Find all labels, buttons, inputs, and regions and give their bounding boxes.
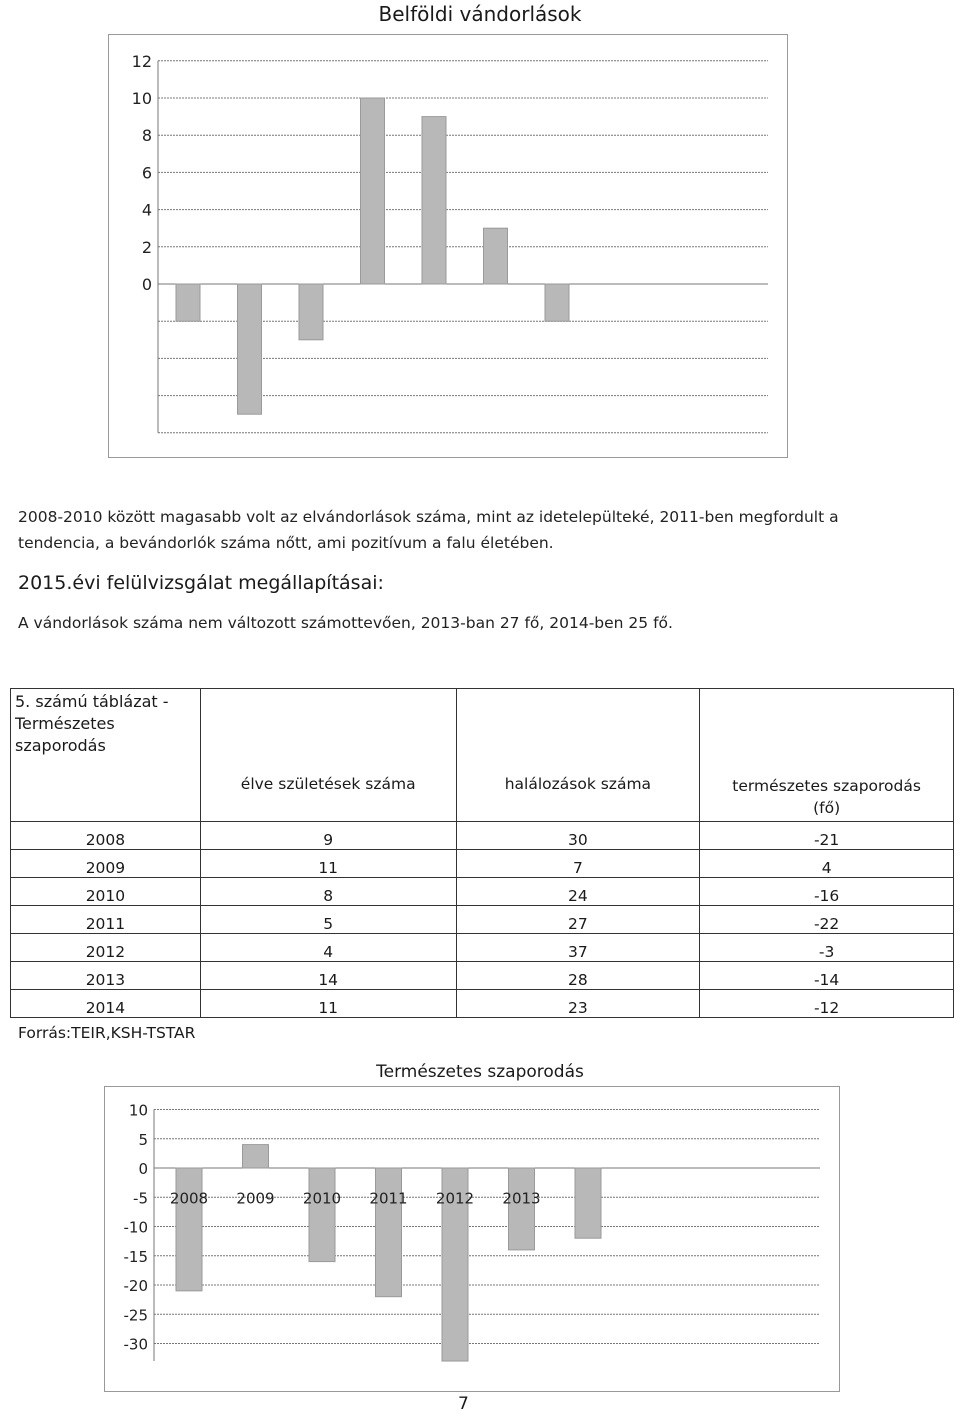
cell-births: 5	[200, 906, 456, 934]
cell-natural: 4	[700, 850, 954, 878]
chart2-bar	[575, 1168, 601, 1238]
cell-year: 2011	[11, 906, 201, 934]
chart2-tick-label: 0	[138, 1160, 148, 1178]
cell-year: 2012	[11, 934, 201, 962]
cell-births: 8	[200, 878, 456, 906]
cell-natural: -21	[700, 822, 954, 850]
header-births-label: élve születések száma	[240, 775, 416, 793]
natural-increase-table	[10, 688, 954, 1018]
table-caption-line-2: Természetes	[15, 714, 115, 733]
chart2-tick-label: -20	[123, 1277, 148, 1295]
cell-births: 4	[200, 934, 456, 962]
table-header-row	[11, 689, 954, 822]
table-row	[11, 878, 954, 906]
chart2-bar	[243, 1145, 269, 1168]
chart2-tick-label: 10	[128, 1101, 148, 1120]
chart2-title: Természetes szaporodás	[376, 1062, 584, 1082]
cell-natural: -14	[700, 962, 954, 990]
cell-deaths: 7	[456, 850, 700, 878]
chart2-bar	[376, 1168, 402, 1297]
cell-deaths: 23	[456, 990, 700, 1018]
chart2-category-label: 2012	[435, 1189, 475, 1208]
header-deaths	[456, 689, 700, 822]
header-natural	[700, 689, 954, 822]
chart2-frame	[105, 1087, 840, 1392]
cell-natural: -16	[700, 878, 954, 906]
chart1-tick-label: 10	[131, 89, 152, 108]
header-births	[200, 689, 456, 822]
cell-births: 9	[200, 822, 456, 850]
cell-deaths: 30	[456, 822, 700, 850]
page-number: 7	[458, 1394, 469, 1414]
table-row	[11, 850, 954, 878]
paragraph-line-1: 2008-2010 között magasabb volt az elvándorlások száma, mint az idetelepülteké, 2011-ben megfordult a	[18, 508, 839, 526]
chart2-category-label: 2011	[369, 1189, 408, 1208]
chart2-category-label: 2010	[302, 1189, 342, 1208]
table-caption-line-3: szaporodás	[15, 736, 106, 755]
review-heading: 2015.évi felülvizsgálat megállapításai:	[18, 572, 384, 594]
chart1-title: Belföldi vándorlások	[378, 2, 582, 26]
chart1-bar	[299, 284, 323, 340]
table-caption-cell	[11, 689, 201, 822]
cell-births: 11	[200, 850, 456, 878]
chart2-bar	[509, 1168, 535, 1250]
chart1-tick-label: 4	[141, 200, 152, 220]
cell-year: 2009	[11, 850, 201, 878]
chart2-plot	[104, 1086, 840, 1392]
chart2-category-label: 2008	[169, 1189, 209, 1208]
cell-natural: -3	[700, 934, 954, 962]
chart1-bar	[484, 228, 508, 284]
cell-year: 2010	[11, 878, 201, 906]
chart2-tick-label: 5	[138, 1130, 148, 1149]
chart2-tick-label: -15	[123, 1247, 148, 1266]
chart1-tick-label: 6	[141, 163, 152, 183]
chart2-bar	[309, 1168, 335, 1262]
source-note: Forrás:TEIR,KSH-TSTAR	[18, 1024, 196, 1042]
header-deaths-label: halálozások száma	[504, 775, 652, 793]
chart1-bar	[422, 117, 446, 284]
chart2-category-label: 2013	[502, 1189, 541, 1208]
chart1-bar	[361, 98, 385, 284]
cell-year: 2014	[11, 990, 201, 1018]
header-natural-unit: (fő)	[813, 799, 841, 817]
chart1-bar	[176, 284, 200, 321]
chart1-tick-label: 12	[131, 51, 152, 71]
cell-natural: -12	[700, 990, 954, 1018]
chart2-tick-label: -25	[123, 1306, 148, 1325]
cell-year: 2008	[11, 822, 201, 850]
chart2-tick-label: -30	[123, 1335, 148, 1354]
cell-deaths: 28	[456, 962, 700, 990]
cell-deaths: 24	[456, 878, 700, 906]
table-row	[11, 962, 954, 990]
chart1-tick-label: 0	[141, 275, 152, 294]
table-caption-line-1: 5. számú táblázat -	[15, 692, 169, 711]
chart1-bar	[238, 284, 262, 414]
table-row	[11, 990, 954, 1018]
cell-year: 2013	[11, 962, 201, 990]
cell-deaths: 27	[456, 906, 700, 934]
cell-natural: -22	[700, 906, 954, 934]
cell-deaths: 37	[456, 934, 700, 962]
chart2-category-label: 2009	[236, 1189, 275, 1208]
table-row	[11, 934, 954, 962]
chart1-tick-label: 8	[141, 126, 152, 146]
chart1-plot	[108, 34, 788, 458]
table-row	[11, 906, 954, 934]
paragraph-migration: A vándorlások száma nem változott számottevően, 2013-ban 27 fő, 2014-ben 25 fő.	[18, 614, 673, 632]
chart2-tick-label: -5	[133, 1189, 148, 1208]
header-natural-label: természetes szaporodás	[732, 777, 921, 795]
cell-births: 11	[200, 990, 456, 1018]
chart2-bar	[176, 1168, 202, 1291]
chart1-tick-label: 2	[141, 237, 152, 257]
cell-births: 14	[200, 962, 456, 990]
chart1-bar	[545, 284, 569, 321]
chart2-tick-label: -10	[123, 1218, 148, 1237]
table-row	[11, 822, 954, 850]
paragraph-line-2: tendencia, a bevándorlók száma nőtt, ami pozitívum a falu életében.	[18, 534, 554, 552]
